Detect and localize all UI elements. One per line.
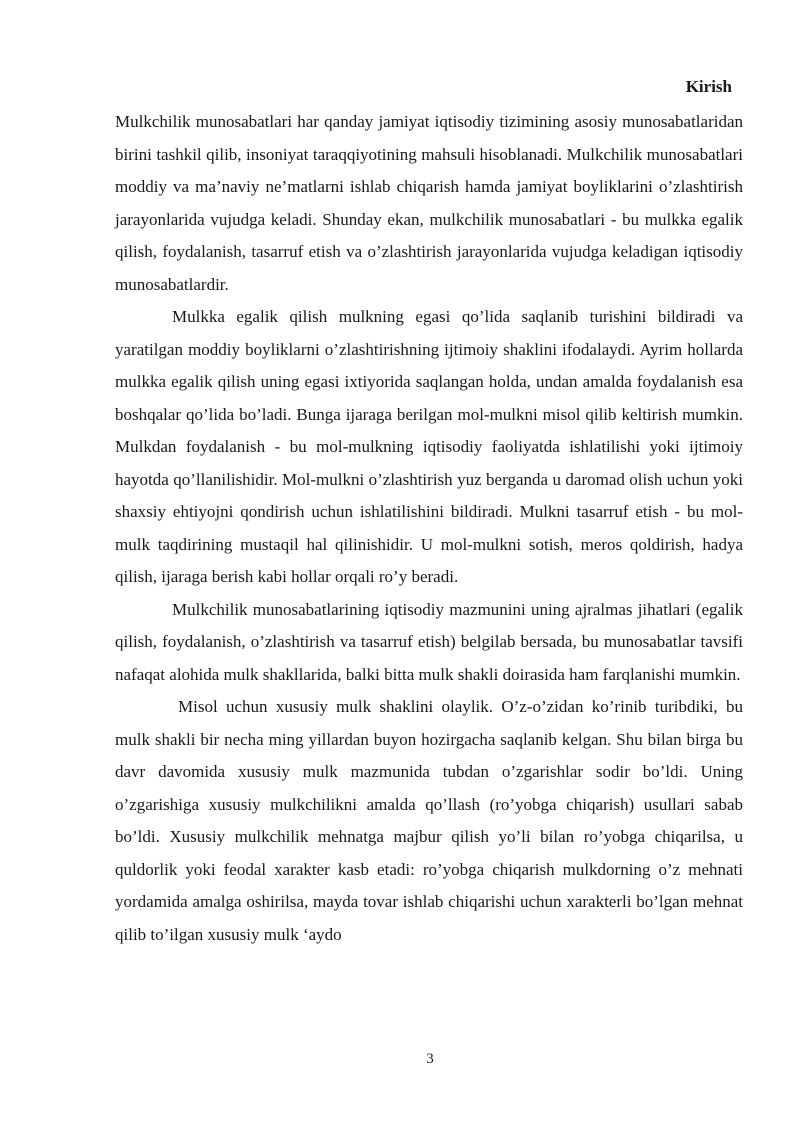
page-title: Kirish xyxy=(685,77,732,96)
paragraph-intro: Mulkchilik munosabatlari har qanday jamiyat iqtisodiy tizimining asosiy munosabatlaridan birini tashkil qilib, insoniyat taraqqiyotining mahsuli hisoblanadi. Mulkchilik munosabatlari moddiy va ma’naviy ne’matlarni ishlab chiqarish hamda jamiyat boyliklarini o’zlashtirish jarayonlarida vujudga keladi. Shunday ekan, mulkchilik munosabatlari - bu mulkka egalik qilish, foydalanish, tasarruf etish va o’zlashtirish jarayonlarida vujudga keladigan iqtisodiy munosabatlardir. xyxy=(115,112,743,294)
paragraph-ownership: Mulkka egalik qilish mulkning egasi qo’lida saqlanib turishini bildiradi va yaratilgan moddiy boyliklarni o’zlashtirishning ijtimoiy shaklini ifodalaydi. Ayrim hollarda mulkka egalik qilish uning egasi ixtiyorida saqlangan holda, undan amalda foydalanish esa boshqalar qo’lida bo’ladi. Bunga ijaraga berilgan mol-mulkni misol qilib keltirish mumkin. Mulkdan foydalanish - bu mol-mulkning iqtisodiy faoliyatda ishlatilishi yoki ijtimoiy hayotda qo’llanilishidir. Mol-mulkni o’zlashtirish yuz berganda u daromad olish uchun yoki shaxsiy ehtiyojni qondirish uchun ishlatilishini bildiradi. Mulkni tasarruf etish - bu mol-mulk taqdirining mustaqil hal qilinishidir. U mol-mulkni sotish, meros qoldirish, hadya qilish, ijaraga berish kabi hollar orqali ro’y beradi. xyxy=(115,307,743,586)
page-number: 3 xyxy=(426,1051,434,1067)
paragraph-private-property: Misol uchun xususiy mulk shaklini olaylik. O’z-o’zidan ko’rinib turibdiki, bu mulk shakli bir necha ming yillardan buyon hozirgacha saqlanib kelgan. Shu bilan birga bu davr davomida xususiy mulk mazmunida tubdan o’zgarishlar sodir bo’ldi. Uning o’zgarishiga xususiy mulkchilikni amalda qo’llash (ro’yobga chiqarish) usullari sabab bo’ldi. Xususiy mulkchilik mehnatga majbur qilish yo’li bilan ro’yobga chiqarilsa, u quldorlik yoki feodal xarakter kasb etadi: ro’yobga chiqarish mulkdorning o’z mehnati yordamida amalga oshirilsa, mayda tovar ishlab chiqarishi uchun xarakterli bo’lgan mehnat qilib to’ilgan xususiy mulk ‘aydo xyxy=(115,697,743,944)
paragraph-economic-content: Mulkchilik munosabatlarining iqtisodiy mazmunini uning ajralmas jihatlari (egalik qilish, foydalanish, o’zlashtirish va tasarruf etish) belgilab bersada, bu munosabatlar tavsifi nafaqat alohida mulk shakllarida, balki bitta mulk shakli doirasida ham farqlanishi mumkin. xyxy=(115,599,743,684)
body-text xyxy=(115,106,743,951)
